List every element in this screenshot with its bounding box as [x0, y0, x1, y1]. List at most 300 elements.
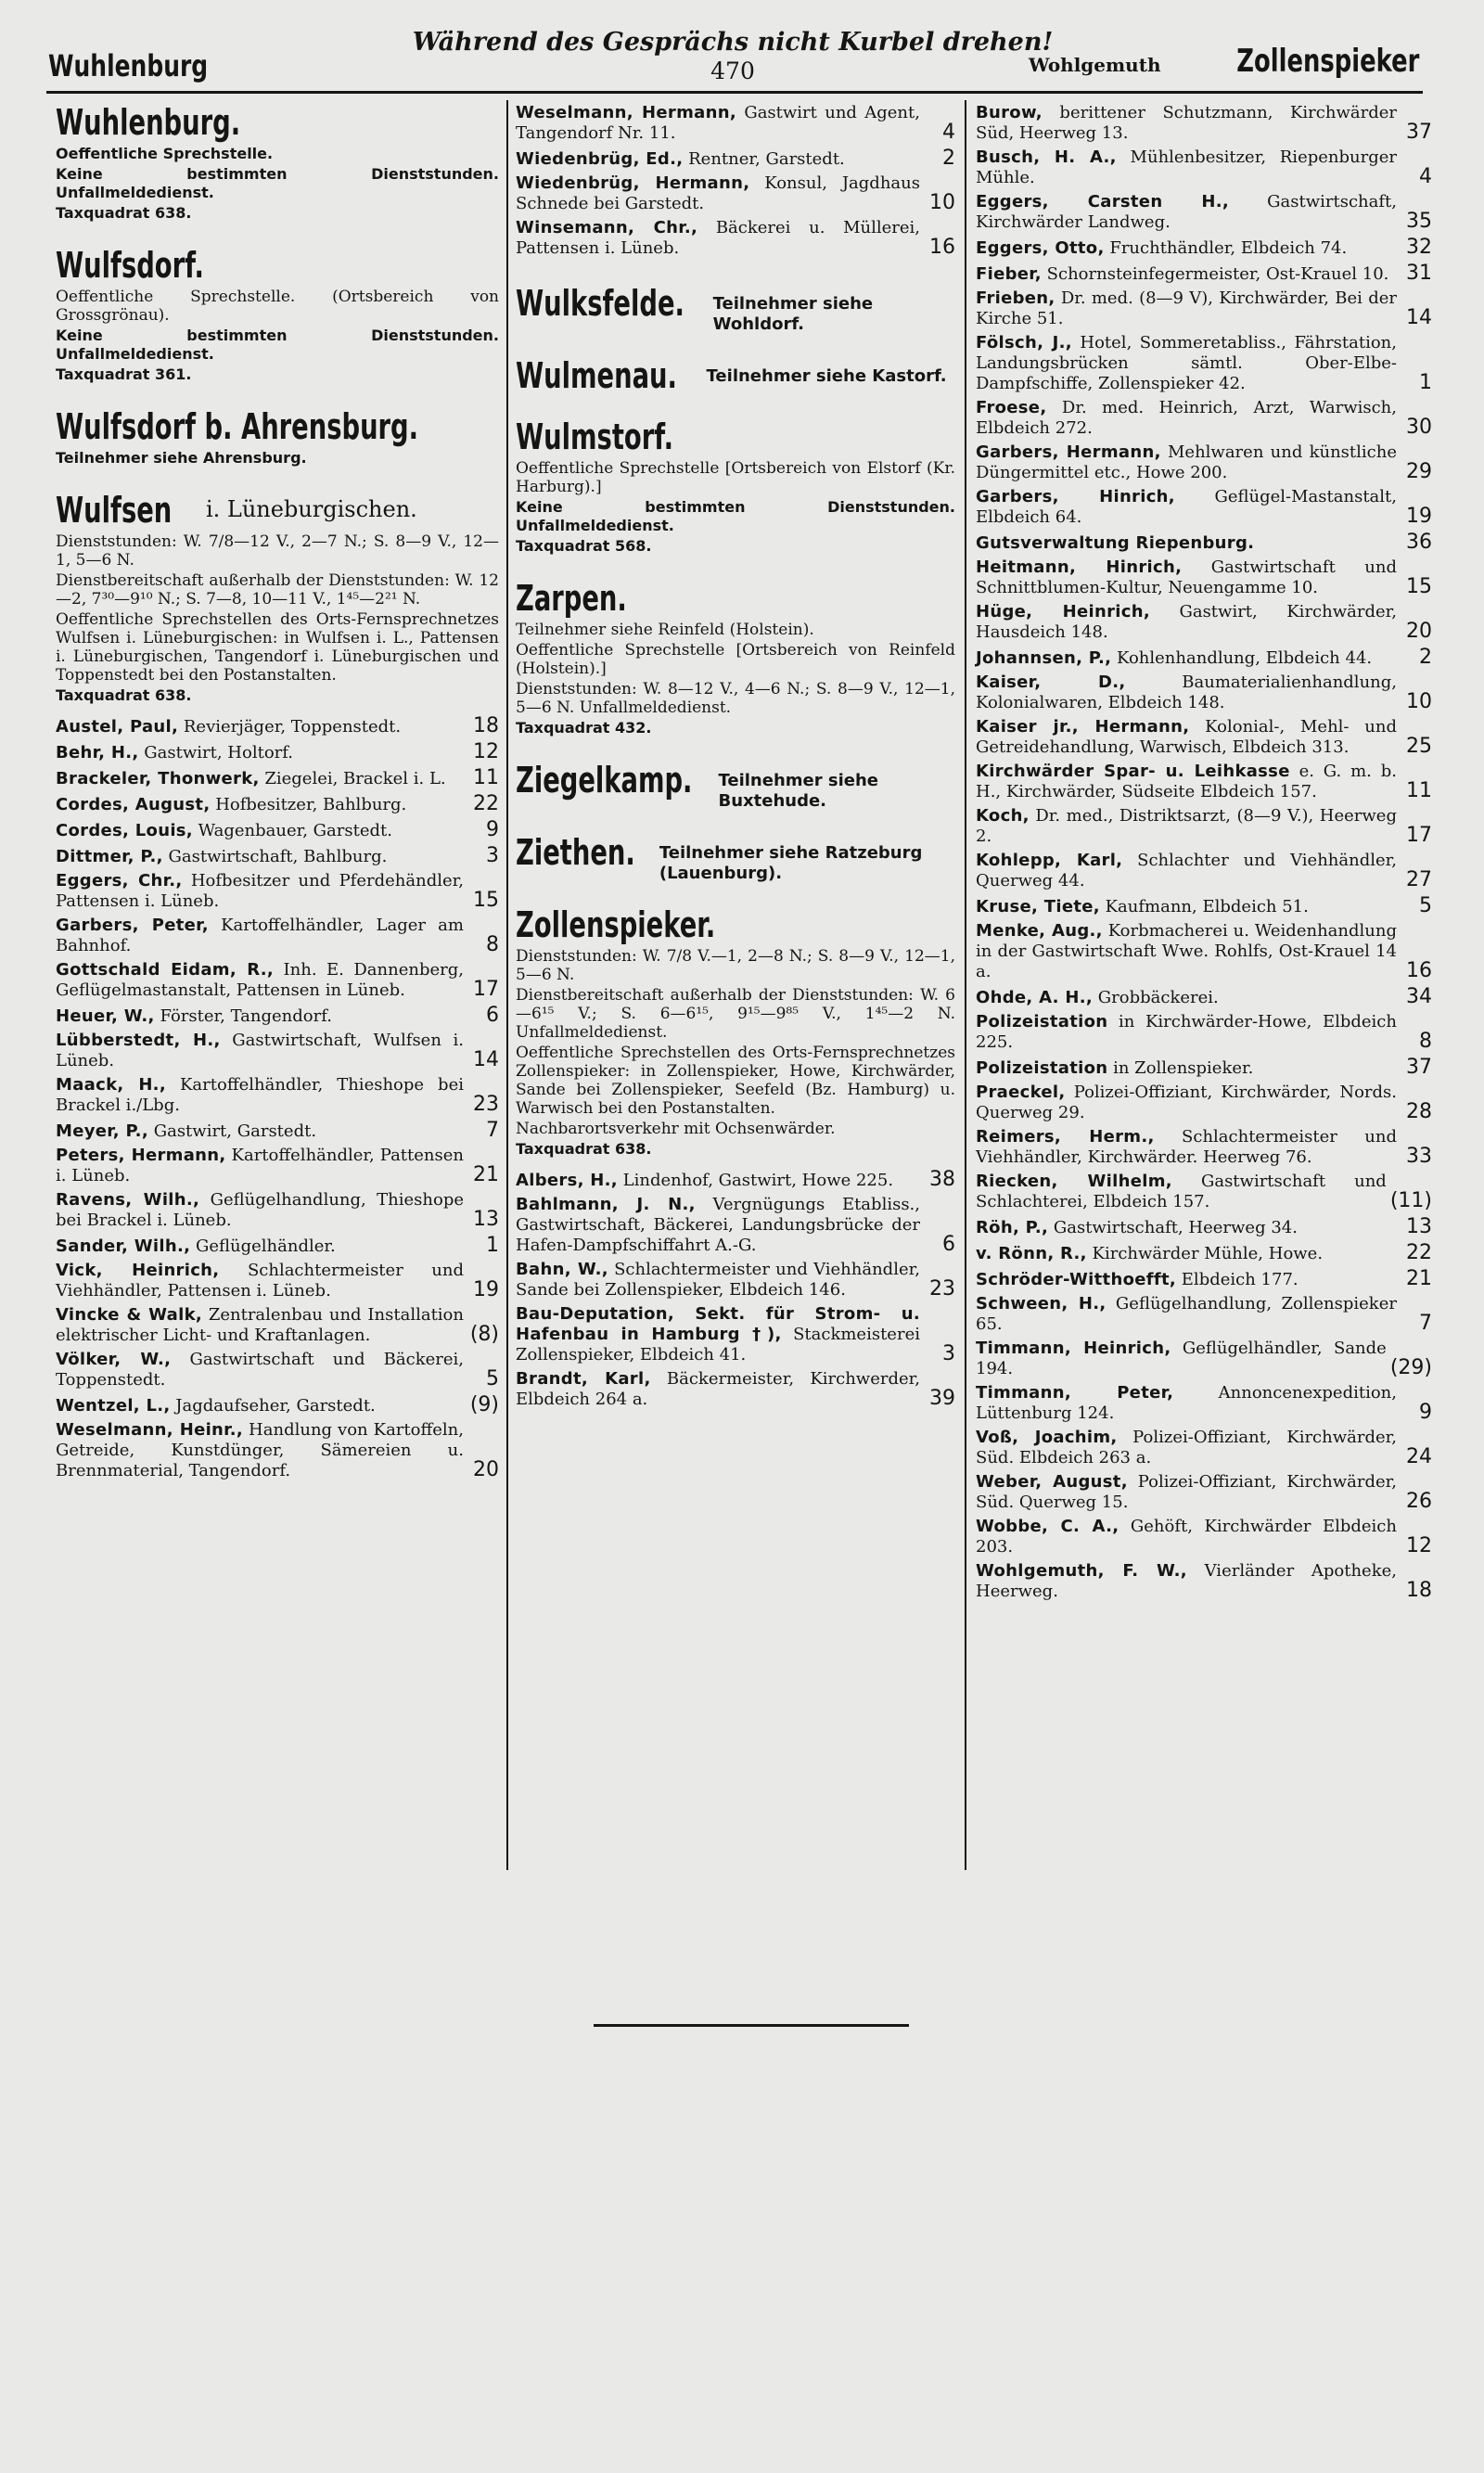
subscriber-list [976, 103, 1432, 1602]
entry-text [976, 988, 1397, 1008]
subscriber-entry [976, 1472, 1432, 1513]
subscriber-entry [516, 1304, 955, 1365]
subscriber-description: Geflügelhändler, Sande 194. [976, 1339, 1387, 1378]
phone-number: 19 [1406, 505, 1432, 528]
section-zarpen [516, 578, 955, 737]
section-ziegelkamp [516, 760, 955, 812]
entry-text [976, 442, 1397, 483]
subscriber-list [56, 715, 499, 1481]
taxquadrat: Taxquadrat 568. [516, 537, 652, 555]
section-wuhlenburg [56, 102, 499, 223]
taxquadrat: Taxquadrat 361. [56, 365, 192, 383]
entry-text [976, 147, 1397, 188]
subscriber-name: Weselmann, Heinr., [56, 1420, 244, 1440]
subscriber-description: Dr. med. Heinrich, Arzt, Warwisch, Elbdeich 272. [976, 398, 1397, 438]
entry-text [976, 288, 1397, 329]
subscriber-entry [56, 960, 499, 1001]
subscriber-name: Röh, P., [976, 1218, 1049, 1237]
dienst: Keine bestimmten Dienststunden. Unfallmeldedienst. [56, 327, 499, 363]
column-divider-1 [506, 100, 508, 1870]
section-wulfsdorf-ahrensburg [56, 406, 499, 468]
subscriber-entry [976, 986, 1432, 1008]
sprechstelle: Oeffentliche Sprechstelle [Ortsbereich von Elstorf (Kr. Harburg).] [516, 459, 955, 496]
phone-number: 3 [942, 1342, 955, 1365]
entry-text [976, 806, 1397, 847]
subscriber-entry [976, 602, 1432, 643]
entry-text [56, 1121, 464, 1142]
subscriber-entry [516, 1369, 955, 1410]
phone-number: 20 [473, 1458, 499, 1481]
phone-number: 21 [1406, 1267, 1432, 1290]
subscriber-entry [56, 1261, 499, 1301]
subscriber-entry [56, 1075, 499, 1116]
entry-text [516, 173, 920, 214]
subscriber-description: Vierländer Apotheke, Heerweg. [976, 1561, 1397, 1601]
subscriber-description: Gastwirt, Kirchwärder, Hausdeich 148. [976, 602, 1397, 642]
dienstbereitschaft: Dienstbereitschaft außerhalb der Dienststunden: W. 12—2, 7³⁰—9¹⁰ N.; S. 7—8, 10—11 V., 1⁴⁵—2²¹ N. [56, 571, 499, 609]
column-divider-2 [965, 100, 966, 1870]
subscriber-description: Dr. med. (8—9 V), Kirchwärder, Bei der Kirche 51. [976, 288, 1397, 328]
column-2 [516, 102, 955, 1414]
entry-text [56, 1006, 464, 1027]
subscriber-entry [516, 103, 955, 144]
subscriber-name: Schröder-Witthoefft, [976, 1270, 1177, 1289]
entry-text [976, 897, 1397, 917]
subscriber-entry [56, 767, 499, 789]
subscriber-name: Brackeler, Thonwerk, [56, 769, 260, 788]
phone-number: 4 [942, 121, 955, 144]
phone-number: 28 [1406, 1100, 1432, 1123]
subscriber-name: Voß, Joachim, [976, 1428, 1118, 1447]
entry-text [56, 743, 464, 763]
phone-number: 30 [1406, 416, 1432, 439]
entry-text [976, 1561, 1397, 1602]
sprechstellen: Oeffentliche Sprechstellen des Orts-Fernsprechnetzes Zollenspieker: in Zollenspieker, Howe, Kirchwärder, Sande bei Zollenspieker, Seefeld (Bz. Hamburg) u. Warwisch bei den Postanstalten. [516, 1044, 955, 1118]
place-title: Wulmstorf. [516, 416, 673, 457]
dienstbereitschaft: Dienstbereitschaft außerhalb der Dienststunden: W. 6—6¹⁵ V.; S. 6—6¹⁵, 9¹⁵—9⁸⁵ V., 1⁴⁵—2 N. Unfallmeldedienst. [516, 986, 955, 1042]
subscriber-name: Froese, [976, 398, 1047, 417]
phone-number: 12 [1406, 1534, 1432, 1557]
entry-text [56, 1031, 464, 1071]
entry-text [976, 1172, 1387, 1212]
dienststunden: Dienststunden: W. 7/8 V.—1, 2—8 N.; S. 8—9 V., 12—1, 5—6 N. [516, 947, 955, 984]
entry-text [976, 103, 1397, 144]
phone-number: 31 [1406, 262, 1432, 285]
subscriber-description: Gastwirt, Garstedt. [153, 1121, 317, 1141]
subscriber-name: Garbers, Hinrich, [976, 487, 1175, 506]
subscriber-name: Burow, [976, 103, 1043, 122]
subscriber-description: Inh. E. Dannenberg, Geflügelmastanstalt, Pattensen in Lüneb. [56, 960, 464, 1000]
subscriber-description: in Zollenspieker. [1113, 1058, 1254, 1078]
entry-text [976, 1058, 1397, 1079]
subscriber-name: Bau-Deputation, Sekt. für Strom- u. Hafenbau in Hamburg †), [516, 1304, 920, 1344]
subscriber-entry [976, 1517, 1432, 1557]
page-number: 470 [710, 58, 755, 84]
subscriber-description: Mehlwaren und künstliche Düngermittel etc., Howe 200. [976, 442, 1397, 482]
subscriber-name: Riecken, Wilhelm, [976, 1172, 1172, 1191]
entry-text [976, 602, 1397, 643]
phone-number: 18 [1406, 1579, 1432, 1602]
subscriber-name: Weber, August, [976, 1472, 1128, 1492]
place-title: Wuhlenburg. [56, 102, 241, 143]
nachbarortsverkehr: Nachbarortsverkehr mit Ochsenwärder. [516, 1120, 836, 1138]
subscriber-entry [56, 1005, 499, 1027]
entry-text [976, 398, 1397, 439]
entry-text [976, 333, 1397, 394]
subscriber-description: Polizei-Offiziant, Kirchwärder, Süd. Querweg 15. [976, 1472, 1397, 1512]
phone-number: 16 [929, 236, 955, 259]
entry-text [976, 1517, 1397, 1557]
subscriber-name: Lübberstedt, H., [56, 1031, 221, 1050]
subscriber-description: Baumaterialienhandlung, Kolonialwaren, Elbdeich 148. [976, 673, 1397, 712]
subscriber-entry [56, 1120, 499, 1142]
subscriber-name: Austel, Paul, [56, 717, 179, 737]
entry-text [976, 851, 1397, 891]
entry-text [976, 1339, 1387, 1379]
entry-text [56, 1236, 464, 1257]
subscriber-description: Stackmeisterei Zollenspieker, Elbdeich 41. [516, 1325, 920, 1365]
section-wulfsen [56, 490, 499, 705]
subscriber-entry [976, 921, 1432, 982]
subscriber-name: Kaiser jr., Hermann, [976, 717, 1190, 737]
subscriber-name: Polizeistation [976, 1058, 1108, 1078]
subscriber-description: Gastwirtschaft und Schnittblumen-Kultur, Neuengamme 10. [976, 557, 1397, 597]
subscriber-name: Völker, W., [56, 1350, 172, 1369]
phone-number: 23 [473, 1093, 499, 1116]
phone-number: 10 [1406, 690, 1432, 713]
entry-text [976, 557, 1397, 598]
phone-number: 22 [473, 792, 499, 815]
entry-text [976, 1383, 1397, 1424]
subscriber-description: Geflügelhandlung, Thieshope bei Brackel i. Lüneb. [56, 1190, 464, 1230]
subscriber-description: Bäckerei u. Müllerei, Pattensen i. Lüneb. [516, 218, 920, 258]
subscriber-entry [976, 147, 1432, 188]
phone-number: 20 [1406, 620, 1432, 643]
phone-number: 29 [1406, 460, 1432, 483]
subscriber-description: Gastwirtschaft, Wulfsen i. Lüneb. [56, 1031, 464, 1070]
subscriber-description: Korbmacherei u. Weidenhandlung in der Gastwirtschaft Wwe. Rohlfs, Ost-Krauel 14 a. [976, 921, 1397, 981]
dienststunden: Dienststunden: W. 8—12 V., 4—6 N.; S. 8—9 V., 12—1, 5—6 N. Unfallmeldedienst. [516, 680, 955, 717]
subscriber-description: Handlung von Kartoffeln, Getreide, Kunstdünger, Sämereien u. Brennmaterial, Tangendorf. [56, 1420, 464, 1480]
subscriber-name: Wiedenbrüg, Ed., [516, 149, 684, 169]
subscriber-description: Kohlenhandlung, Elbdeich 44. [1117, 648, 1373, 668]
subscriber-description: Grobbäckerei. [1097, 988, 1219, 1007]
sprechstellen: Oeffentliche Sprechstellen des Orts-Fernsprechnetzes Wulfsen i. Lüneburgischen: in Wulfsen i. L., Pattensen i. Lüneburgischen, Tangendorf i. Lüneburgischen und Toppenstedt bei den Postanstalten. [56, 610, 499, 685]
subscriber-entry [56, 916, 499, 956]
subscriber-name: Eggers, Chr., [56, 871, 183, 891]
place-title: Wulfsen [56, 490, 173, 531]
phone-number: 5 [486, 1367, 499, 1390]
subscriber-description: Polizei-Offiziant, Kirchwärder, Süd. Elbdeich 263 a. [976, 1428, 1397, 1467]
footer-rule [594, 2024, 909, 2027]
subscriber-list [516, 103, 955, 259]
subscriber-description: Kolonial-, Mehl- und Getreidehandlung, Warwisch, Elbdeich 313. [976, 717, 1397, 757]
subscriber-name: Menke, Aug., [976, 921, 1103, 941]
subscriber-name: Bahn, W., [516, 1260, 608, 1279]
subscriber-name: Timmann, Heinrich, [976, 1339, 1171, 1358]
entry-text [56, 1075, 464, 1116]
subscriber-entry [56, 793, 499, 815]
phone-number: 37 [1406, 1056, 1432, 1079]
entry-text [56, 795, 464, 815]
subscriber-description: Elbdeich 177. [1181, 1270, 1298, 1289]
place-title: Wulksfelde. [516, 283, 684, 324]
entry-text [976, 238, 1397, 259]
phone-number: 6 [486, 1004, 499, 1027]
subscriber-name: Albers, H., [516, 1171, 618, 1190]
subscriber-entry [976, 288, 1432, 329]
subscriber-name: Wohlgemuth, F. W., [976, 1561, 1187, 1581]
subscriber-name: Kaiser, D., [976, 673, 1126, 692]
column-3 [976, 102, 1432, 1606]
subscriber-entry [56, 1235, 499, 1257]
subscriber-entry [56, 1305, 499, 1346]
entry-text [56, 1350, 464, 1390]
phone-number: 13 [1406, 1215, 1432, 1238]
subscriber-name: Wobbe, C. A., [976, 1517, 1119, 1536]
subscriber-entry [56, 1394, 499, 1416]
subscriber-description: Schlachtermeister und Viehhändler, Kirchwärder. Heerweg 76. [976, 1127, 1397, 1167]
subscriber-entry [976, 1057, 1432, 1079]
sprechstelle: Oeffentliche Sprechstelle. (Ortsbereich von Grossgrönau). [56, 288, 499, 325]
taxquadrat: Taxquadrat 638. [56, 204, 192, 222]
place-subtitle: Teilnehmer siehe Kastorf. [706, 366, 947, 386]
subscriber-name: Hüge, Heinrich, [976, 602, 1150, 621]
subscriber-description: Konsul, Jagdhaus Schnede bei Garstedt. [516, 173, 920, 213]
phone-number: 7 [1419, 1312, 1432, 1335]
subscriber-description: Kartoffelhändler, Lager am Bahnhof. [56, 916, 464, 955]
place-title: Wulfsdorf b. Ahrensburg. [56, 406, 419, 447]
phone-number: 1 [486, 1234, 499, 1257]
subscriber-name: Behr, H., [56, 743, 139, 762]
subscriber-entry [976, 192, 1432, 233]
phone-number: 13 [473, 1208, 499, 1231]
phone-number: 32 [1406, 236, 1432, 259]
section-wulksfelde [516, 283, 955, 335]
subscriber-name: v. Rönn, R., [976, 1244, 1087, 1263]
entry-text [976, 648, 1397, 669]
phone-number: 16 [1406, 959, 1432, 982]
subscriber-name: Gottschald Eidam, R., [56, 960, 275, 980]
entry-text [56, 1190, 464, 1231]
subscriber-name: Wentzel, L., [56, 1396, 171, 1416]
column-1 [56, 102, 499, 1485]
page-header [46, 28, 1419, 85]
subscriber-description: Revierjäger, Toppenstedt. [183, 717, 402, 737]
subscriber-name: Bahlmann, J. N., [516, 1195, 696, 1214]
subscriber-entry [976, 1127, 1432, 1168]
phone-number: 35 [1406, 210, 1432, 233]
entry-text [56, 1420, 464, 1481]
entry-text [976, 717, 1397, 758]
phone-number: 23 [929, 1277, 955, 1301]
phone-number: 18 [473, 714, 499, 737]
subscriber-description: Geflügelhandlung, Zollenspieker 65. [976, 1294, 1397, 1334]
subscriber-description: Wagenbauer, Garstedt. [198, 821, 392, 840]
subscriber-entry [976, 333, 1432, 394]
phone-number: 21 [473, 1163, 499, 1186]
teilnehmer: Teilnehmer siehe Ahrensburg. [56, 449, 307, 467]
subscriber-description: Gastwirt und Agent, Tangendorf Nr. 11. [516, 103, 920, 143]
subscriber-description: Kartoffelhändler, Pattensen i. Lüneb. [56, 1146, 464, 1185]
subscriber-name: Meyer, P., [56, 1121, 148, 1141]
subscriber-name: Sander, Wilh., [56, 1236, 191, 1256]
subscriber-entry [56, 715, 499, 737]
entry-text [56, 871, 464, 912]
subscriber-description: Annoncenexpedition, Lüttenburg 124. [976, 1383, 1397, 1423]
entry-text [56, 1146, 464, 1186]
subscriber-entry [976, 487, 1432, 528]
phone-number: (11) [1389, 1189, 1432, 1212]
subscriber-entry [976, 398, 1432, 439]
phone-number: 12 [473, 740, 499, 763]
dienst: Keine bestimmten Dienststunden. Unfallmeldedienst. [516, 498, 955, 534]
subscriber-entry [976, 1216, 1432, 1238]
subscriber-description: Schlachtermeister und Viehhändler, Pattensen i. Lüneb. [56, 1261, 465, 1301]
subscriber-entry [976, 1294, 1432, 1335]
phone-number: (8) [469, 1323, 499, 1346]
header-right-small: Wohlgemuth [1029, 54, 1161, 76]
place-subtitle: i. Lüneburgischen. [205, 496, 417, 522]
subscriber-entry [976, 717, 1432, 758]
entry-text [516, 218, 920, 259]
subscriber-name: Kirchwärder Spar- u. Leihkasse [976, 762, 1290, 781]
place-subtitle: Teilnehmer siehe Ratzeburg (Lauenburg). [659, 843, 923, 883]
phone-number: 19 [473, 1278, 499, 1301]
entry-text [976, 1083, 1397, 1123]
subscriber-name: Ohde, A. H., [976, 988, 1094, 1007]
subscriber-description: in Kirchwärder-Howe, Elbdeich 225. [976, 1012, 1397, 1052]
subscriber-entry [976, 647, 1432, 669]
subscriber-description: Förster, Tangendorf. [160, 1006, 332, 1026]
subscriber-name: Dittmer, P., [56, 847, 163, 866]
phone-number: 14 [473, 1048, 499, 1071]
subscriber-entry [976, 1428, 1432, 1468]
place-title: Wulfsdorf. [56, 245, 204, 286]
phone-number: 36 [1406, 531, 1432, 554]
phone-number: 11 [1406, 779, 1432, 802]
header-motto: Während des Gesprächs nicht Kurbel drehen! [412, 28, 1054, 57]
subscriber-entry [516, 218, 955, 259]
subscriber-name: Weselmann, Hermann, [516, 103, 736, 122]
subscriber-entry [56, 741, 499, 763]
phone-number: 26 [1406, 1490, 1432, 1513]
subscriber-name: Heuer, W., [56, 1006, 155, 1026]
sprechstelle: Oeffentliche Sprechstelle [Ortsbereich von Reinfeld (Holstein).] [516, 641, 955, 678]
header-right-keywords [1029, 43, 1419, 80]
entry-text [976, 1428, 1397, 1468]
subscriber-entry [976, 1242, 1432, 1264]
phone-number: 39 [929, 1387, 955, 1410]
phone-number: 10 [929, 191, 955, 214]
phone-number: 6 [942, 1233, 955, 1256]
section-wulmstorf [516, 416, 955, 556]
entry-text [976, 1472, 1397, 1513]
subscriber-name: Maack, H., [56, 1075, 166, 1095]
phone-number: 8 [1419, 1030, 1432, 1053]
entry-text [976, 1270, 1397, 1290]
section-zollenspieker [516, 904, 955, 1159]
subscriber-name: Peters, Hermann, [56, 1146, 226, 1165]
taxquadrat: Taxquadrat 638. [516, 1140, 652, 1158]
phone-number: 9 [1419, 1401, 1432, 1424]
phone-number: 22 [1406, 1241, 1432, 1264]
entry-text [976, 1012, 1397, 1053]
subscriber-name: Garbers, Hermann, [976, 442, 1161, 462]
subscriber-list [516, 1169, 955, 1410]
phone-number: 2 [942, 147, 955, 170]
entry-text [976, 1218, 1397, 1238]
subscriber-description: Schlachter und Viehhändler, Querweg 44. [976, 851, 1397, 891]
subscriber-description: Rentner, Garstedt. [688, 149, 845, 169]
phone-number: 17 [1406, 824, 1432, 847]
entry-text [516, 1369, 920, 1410]
subscriber-entry [516, 147, 955, 170]
entry-text [516, 1171, 920, 1191]
entry-text [56, 769, 464, 789]
subscriber-entry [56, 1190, 499, 1231]
subscriber-entry [976, 442, 1432, 483]
entry-text [516, 1304, 920, 1365]
subscriber-name: Eggers, Carsten H., [976, 192, 1230, 211]
subscriber-name: Garbers, Peter, [56, 916, 209, 935]
entry-text [976, 1244, 1397, 1264]
entry-text [976, 264, 1397, 285]
teilnehmer: Teilnehmer siehe Reinfeld (Holstein). [516, 621, 814, 639]
place-title: Ziegelkamp. [516, 760, 693, 801]
subscriber-name: Cordes, Louis, [56, 821, 193, 840]
header-rule [46, 91, 1423, 94]
place-title-row [56, 490, 499, 531]
subscriber-description: Schlachtermeister und Viehhändler, Sande bei Zollenspieker, Elbdeich 146. [516, 1260, 920, 1300]
entry-text [976, 533, 1397, 554]
subscriber-entry [56, 1350, 499, 1390]
subscriber-description: Vergnügungs Etabliss., Gastwirtschaft, Bäckerei, Landungsbrücke der Hafen-Dampfschiffahrt A.-G. [516, 1195, 920, 1255]
entry-text [976, 1127, 1397, 1168]
phone-number: 4 [1419, 165, 1432, 188]
place-title: Zollenspieker. [516, 904, 716, 945]
subscriber-description: e. G. m. b. H., Kirchwärder, Südseite Elbdeich 157. [976, 762, 1397, 801]
subscriber-entry [976, 1561, 1432, 1602]
subscriber-name: Eggers, Otto, [976, 238, 1105, 258]
subscriber-entry [976, 263, 1432, 285]
subscriber-entry [976, 532, 1432, 554]
phone-number: 9 [486, 818, 499, 841]
phone-number: 24 [1406, 1445, 1432, 1468]
subscriber-description: Kartoffelhändler, Thieshope bei Brackel i./Lbg. [56, 1075, 464, 1115]
phone-number: (9) [469, 1393, 499, 1416]
subscriber-description: Fruchthändler, Elbdeich 74. [1109, 238, 1348, 258]
phone-number: 3 [486, 844, 499, 867]
subscriber-name: Vick, Heinrich, [56, 1261, 220, 1280]
place-title: Wulmenau. [516, 355, 677, 396]
phone-number: 17 [473, 978, 499, 1001]
entry-text [976, 1294, 1397, 1335]
subscriber-name: Cordes, August, [56, 795, 211, 814]
subscriber-description: Polizei-Offiziant, Kirchwärder, Nords. Querweg 29. [976, 1083, 1397, 1122]
subscriber-entry [56, 819, 499, 841]
phone-number: 15 [473, 889, 499, 912]
subscriber-entry [56, 1031, 499, 1071]
subscriber-name: Reimers, Herm., [976, 1127, 1155, 1147]
dienst: Keine bestimmten Dienststunden. Unfallmeldedienst. [56, 165, 499, 201]
place-title: Ziethen. [516, 832, 635, 873]
entry-text [56, 916, 464, 956]
subscriber-description: Gastwirtschaft, Heerweg 34. [1053, 1218, 1298, 1237]
subscriber-name: Schween, H., [976, 1294, 1107, 1313]
entry-text [56, 1305, 464, 1346]
subscriber-description: berittener Schutzmann, Kirchwärder Süd, Heerweg 13. [976, 103, 1397, 143]
